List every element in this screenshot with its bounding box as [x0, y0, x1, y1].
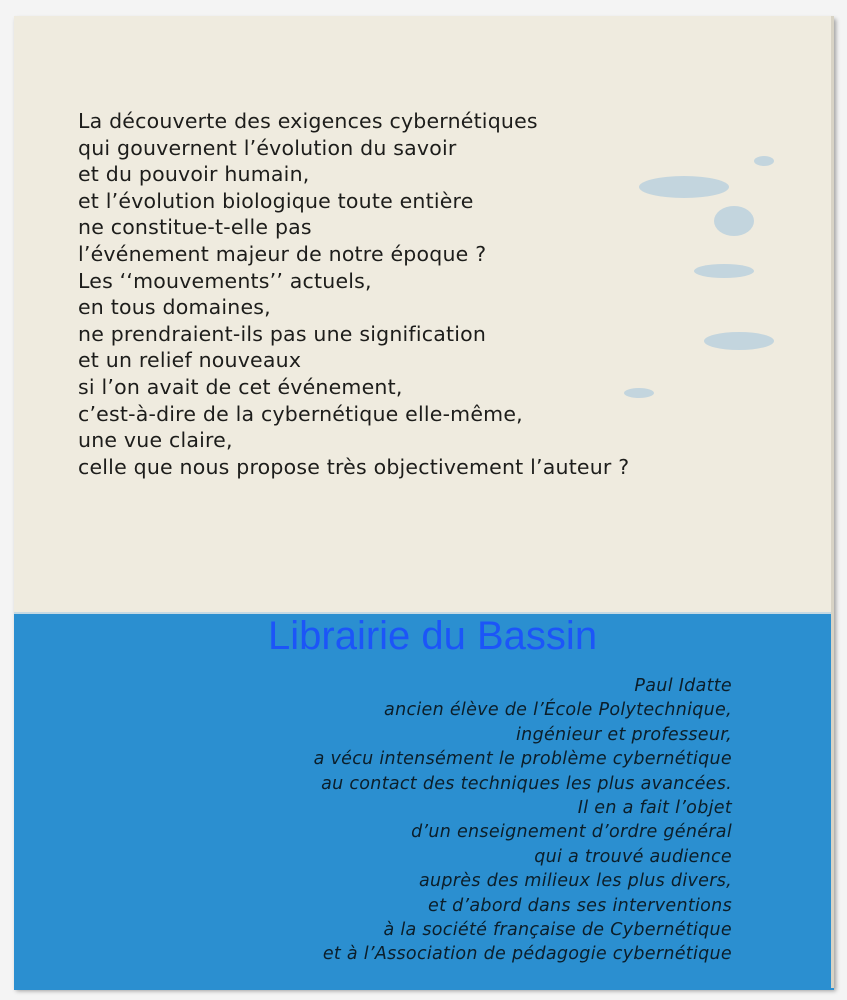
- blurb-line: La découverte des exigences cybernétiques: [78, 109, 538, 133]
- blurb-text: [78, 108, 629, 480]
- blurb-line: si l’on avait de cet événement,: [78, 374, 403, 399]
- blurb-line: ne constitue-t-elle pas: [78, 215, 312, 240]
- blurb-line: celle que nous propose très objectivement l’auteur ?: [78, 454, 630, 479]
- bio-line: à la société française de Cybernétique: [383, 920, 732, 941]
- blue-band: [14, 612, 834, 990]
- ink-speck: [694, 264, 754, 278]
- blurb-line: ne prendraient-ils pas une signification: [78, 321, 487, 346]
- ink-speck: [704, 332, 774, 350]
- author-bio: [314, 674, 732, 967]
- ink-speck: [639, 176, 729, 198]
- bio-line: auprès des milieux les plus divers,: [418, 871, 732, 892]
- ink-speck: [714, 206, 754, 236]
- bio-line: Il en a fait l’objet: [577, 798, 732, 819]
- book-back-cover: [14, 16, 834, 988]
- blurb-line: et du pouvoir humain,: [78, 162, 310, 187]
- bio-line: et d’abord dans ses interventions: [428, 895, 732, 916]
- bio-line: et à l’Association de pédagogie cybernétique: [322, 944, 732, 965]
- blurb-line: c’est-à-dire de la cybernétique elle-même,: [78, 401, 523, 426]
- cream-panel: [14, 16, 834, 612]
- blurb-line: en tous domaines,: [78, 295, 271, 320]
- bio-line: ingénieur et professeur,: [516, 724, 732, 745]
- cover-edge: [831, 16, 834, 988]
- blurb-line: et l’évolution biologique toute entière: [78, 188, 474, 213]
- blurb-line: Les ‘‘mouvements’’ actuels,: [78, 268, 372, 293]
- bio-line: au contact des techniques les plus avancées.: [321, 773, 732, 794]
- bio-line: Paul Idatte: [634, 676, 732, 696]
- seller-watermark: Librairie du Bassin: [268, 614, 598, 658]
- bio-line: d’un enseignement d’ordre général: [411, 822, 732, 843]
- blurb-line: qui gouvernent l’évolution du savoir: [78, 135, 457, 160]
- blurb-line: l’événement majeur de notre époque ?: [78, 241, 487, 266]
- blurb-line: et un relief nouveaux: [78, 348, 302, 373]
- bio-line: qui a trouvé audience: [534, 846, 732, 867]
- bio-line: a vécu intensément le problème cybernétique: [313, 749, 732, 770]
- ink-speck: [754, 156, 774, 166]
- bio-line: ancien élève de l’École Polytechnique,: [384, 700, 732, 721]
- blurb-line: une vue claire,: [78, 428, 233, 453]
